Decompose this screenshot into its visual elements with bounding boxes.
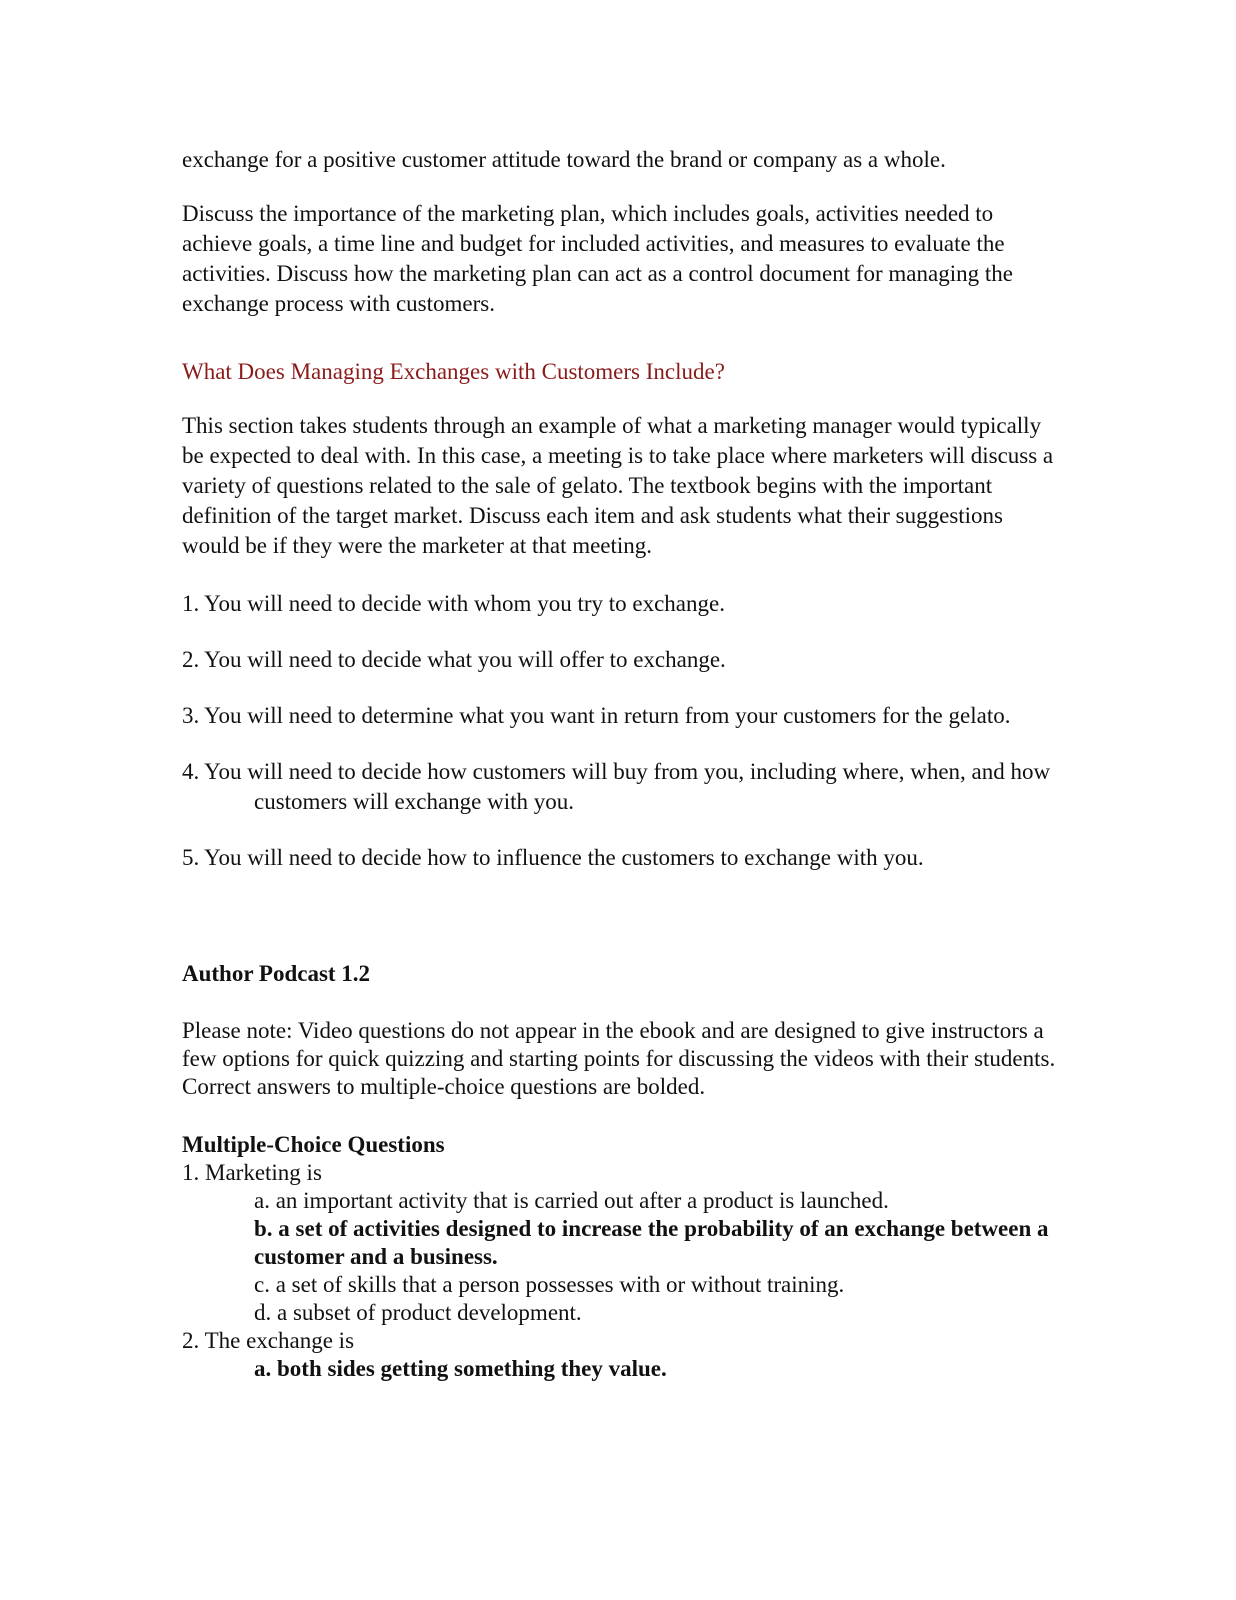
- question-option-correct: b. a set of activities designed to increase the probability of an exchange between a customer and a business.: [254, 1216, 1049, 1269]
- section-paragraph: This section takes students through an example of what a marketing manager would typically be expected to deal with. In this case, a meeting is to take place where marketers will discuss a variety of questions related to the sale of gelato. The textbook begins with the important definition of the target market. Discuss each item and ask students what their suggestions would be if they were the marketer at that meeting.: [182, 413, 1054, 558]
- podcast-heading: Author Podcast 1.2: [182, 961, 371, 986]
- question-option: a. an important activity that is carried out after a product is launched.: [254, 1188, 889, 1213]
- question-option: c. a set of skills that a person possesses with or without training.: [254, 1272, 845, 1297]
- marketing-plan-paragraph: Discuss the importance of the marketing plan, which includes goals, activities needed to achieve goals, a time line and budget for included activities, and measures to evaluate the activities. Discuss how the marketing plan can act as a control document for managing the exchange process with customers.: [182, 201, 1013, 316]
- section-heading: What Does Managing Exchanges with Customers Include?: [182, 359, 725, 384]
- question-option: d. a subset of product development.: [254, 1300, 582, 1325]
- list-item: 5. You will need to decide how to influence the customers to exchange with you.: [182, 845, 924, 870]
- list-item: 4. You will need to decide how customers will buy from you, including where, when, and how customers will exchange with you.: [182, 759, 1051, 814]
- list-item: 3. You will need to determine what you want in return from your customers for the gelato.: [182, 703, 1011, 728]
- mc-heading: Multiple-Choice Questions: [182, 1132, 445, 1157]
- intro-continuation: exchange for a positive customer attitude toward the brand or company as a whole.: [182, 147, 946, 172]
- document-page: [182, 145, 1062, 1383]
- podcast-note: Please note: Video questions do not appear in the ebook and are designed to give instructors a few options for quick quizzing and starting points for discussing the videos with their students. Correct answers to multiple-choice questions are bolded.: [182, 1018, 1056, 1099]
- question-option-correct: a. both sides getting something they value.: [254, 1356, 667, 1381]
- list-item: 1. You will need to decide with whom you try to exchange.: [182, 591, 725, 616]
- question-stem: 2. The exchange is: [182, 1328, 355, 1353]
- question-stem: 1. Marketing is: [182, 1160, 322, 1185]
- list-item: 2. You will need to decide what you will offer to exchange.: [182, 647, 726, 672]
